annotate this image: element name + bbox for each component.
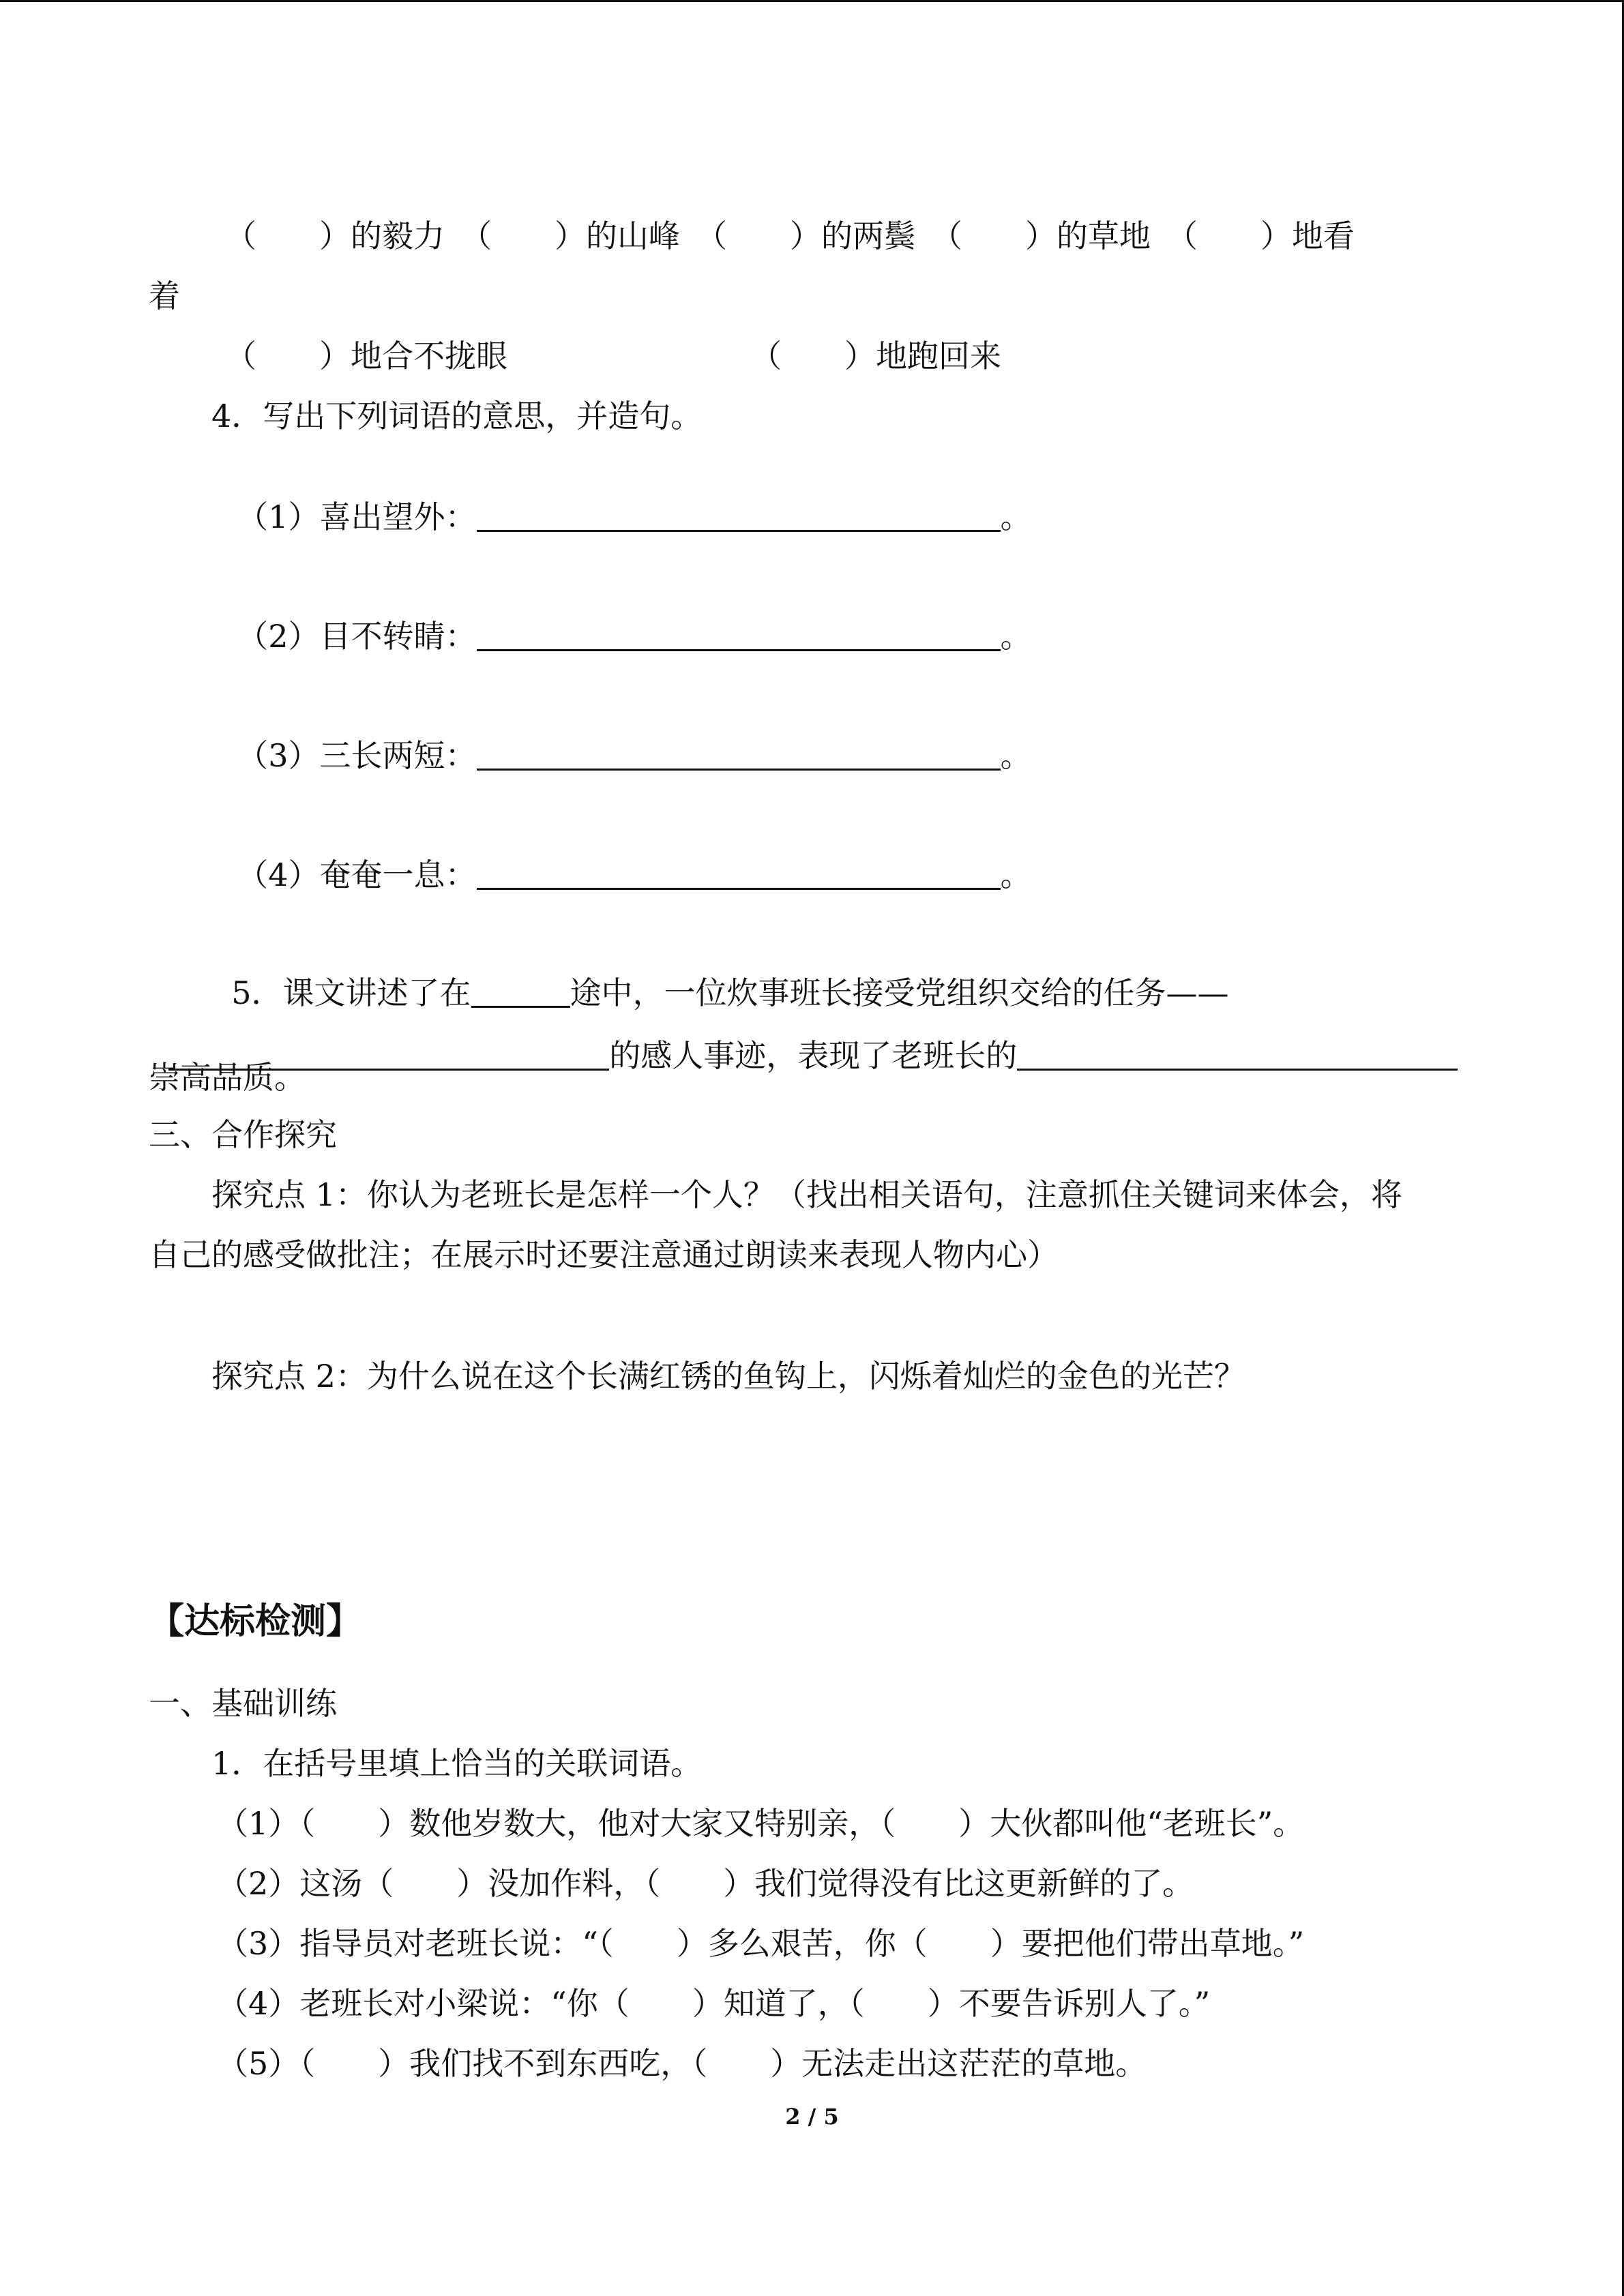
q4-item-2-label: （2）目不转睛： <box>237 618 477 655</box>
explore-point-2: 探究点 2：为什么说在这个长满红锈的鱼钩上，闪烁着灿烂的金色的光芒？ <box>211 1358 1245 1395</box>
page-top-border <box>0 0 1624 2</box>
q4-item-2 <box>217 579 1032 655</box>
q1-item-5: （5）（ ）我们找不到东西吃，（ ）无法走出这茫茫的草地。 <box>217 2045 1147 2082</box>
q4-item-2-end: 。 <box>1000 618 1032 655</box>
q5-line-2 <box>149 998 1458 1074</box>
section3-title: 三、合作探究 <box>149 1116 337 1153</box>
q4-item-4-end: 。 <box>1000 856 1032 893</box>
q1-item-3: （3）指导员对老班长说：“（ ）多么艰苦，你（ ）要把他们带出草地。” <box>217 1925 1305 1962</box>
q4-item-3-blank[interactable] <box>477 739 1001 771</box>
q1-item-2: （2）这汤（ ）没加作料，（ ）我们觉得没有比这更新鲜的了。 <box>217 1865 1194 1902</box>
q1-title: 1．在括号里填上恰当的关联词语。 <box>211 1745 703 1782</box>
q4-title: 4．写出下列词语的意思，并造句。 <box>211 398 703 434</box>
q5-part3: 的感人事迹，表现了老班长的 <box>609 1037 1018 1074</box>
q4-item-1 <box>217 460 1032 535</box>
q1-item-4: （4）老班长对小梁说：“你（ ）知道了，（ ）不要告诉别人了。” <box>217 1985 1211 2022</box>
q4-item-1-label: （1）喜出望外： <box>237 498 477 535</box>
q5-part1: 5．课文讲述了在 <box>231 974 471 1011</box>
page-number: 2 / 5 <box>785 2104 839 2130</box>
q4-item-4 <box>217 818 1032 893</box>
explore-point-1-line-2: 自己的感受做批注；在展示时还要注意通过朗读来表现人物内心） <box>149 1236 1059 1273</box>
q4-item-3-end: 。 <box>1000 737 1032 774</box>
q4-item-4-label: （4）奄奄一息： <box>237 856 477 893</box>
q5-line-1 <box>211 936 1229 1011</box>
q4-item-1-end: 。 <box>1000 498 1032 535</box>
q4-item-2-blank[interactable] <box>477 619 1001 651</box>
q1-item-1: （1）（ ）数他岁数大，他对大家又特别亲，（ ）大伙都叫他“老班长”。 <box>217 1805 1305 1842</box>
q3-fill-row-2b: （ ）地跑回来 <box>750 338 1001 374</box>
q4-item-4-blank[interactable] <box>477 858 1001 890</box>
q3-fill-row-1-wrap: 着 <box>149 278 180 314</box>
q3-fill-row-2a: （ ）地合不拢眼 <box>225 338 507 374</box>
q5-line-3: 崇高品质。 <box>149 1059 306 1096</box>
q3-fill-row-1: （ ）的毅力 （ ）的山峰 （ ）的两鬓 （ ）的草地 （ ）地看 <box>225 218 1355 254</box>
q5-blank-3[interactable] <box>1017 1039 1458 1071</box>
q4-item-3-label: （3）三长两短： <box>237 737 477 774</box>
assessment-heading: 【达标检测】 <box>149 1601 362 1642</box>
explore-point-1-line-1: 探究点 1：你认为老班长是怎样一个人？（找出相关语句，注意抓住关键词来体会，将 <box>211 1176 1402 1213</box>
q4-item-3 <box>217 698 1032 774</box>
q4-item-1-blank[interactable] <box>477 500 1001 532</box>
basic-training-title: 一、基础训练 <box>149 1685 337 1722</box>
q5-part2: 途中，一位炊事班长接受党组织交给的任务—— <box>570 974 1229 1011</box>
